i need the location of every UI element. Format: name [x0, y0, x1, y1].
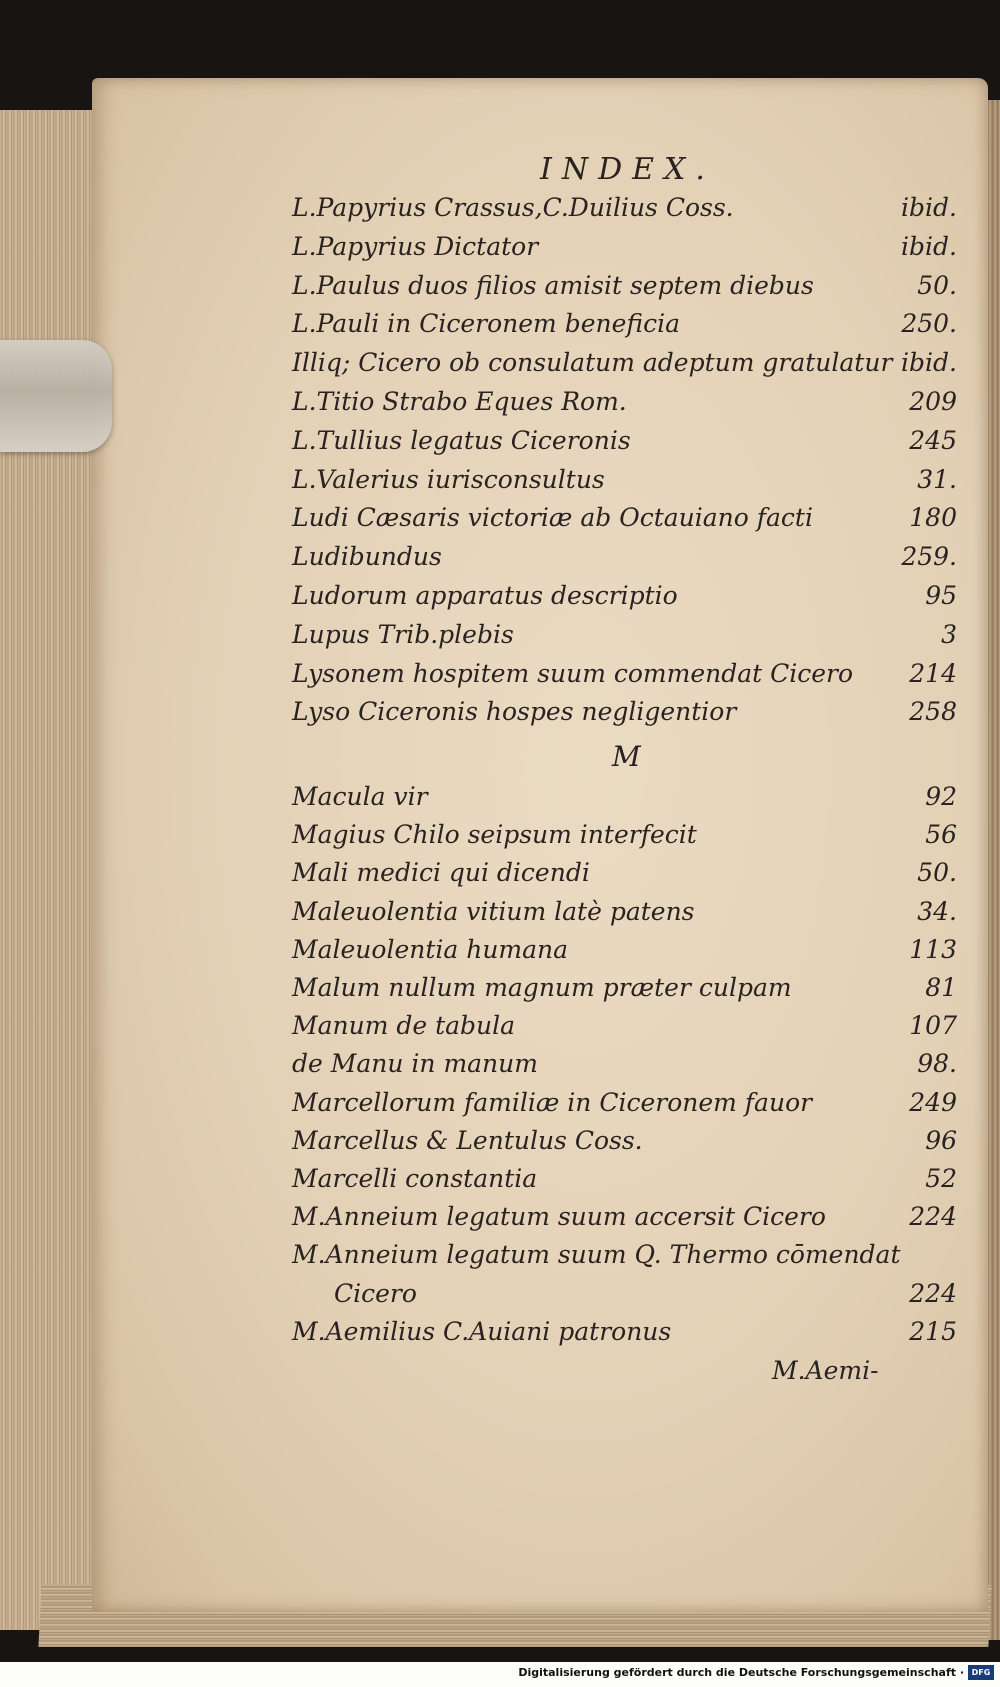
entry-page-ref: 249 — [909, 1087, 957, 1117]
entry-page-ref: 209 — [909, 387, 957, 416]
entry-page-ref: ibid. — [901, 348, 957, 378]
entry-page-ref: 92 — [925, 782, 957, 811]
entry-term: L.Papyrius Dictator — [292, 231, 539, 261]
entry-term: Lyso Ciceronis hospes negligentior — [292, 697, 737, 727]
index-entry — [292, 581, 957, 617]
index-entry — [292, 858, 957, 894]
entry-term: Maleuolentia vitium latè patens — [292, 896, 695, 926]
footer-credit: Digitalisierung gefördert durch die Deutsche Forschungsgemeinschaft · — [518, 1666, 964, 1679]
index-entry — [292, 1049, 957, 1085]
dfg-logo-icon: DFG — [968, 1665, 994, 1680]
entry-term: Ludibundus — [292, 542, 442, 572]
entry-page-ref: 258 — [909, 697, 957, 727]
index-entry — [292, 973, 957, 1009]
entry-term: Illiq; Cicero ob consulatum adeptum gratulatur — [292, 348, 893, 378]
entry-page-ref: 56 — [925, 820, 957, 850]
entry-page-ref: 180 — [909, 503, 957, 533]
index-entry — [292, 897, 957, 933]
entry-page-ref: 98. — [917, 1049, 957, 1079]
entry-page-ref: 31. — [917, 464, 957, 494]
index-entry — [292, 309, 957, 345]
entry-term: L.Titio Strabo Eques Rom. — [292, 387, 627, 416]
entry-term: Lysonem hospitem suum commendat Cicero — [292, 658, 854, 688]
section-letter: M — [612, 740, 641, 773]
entry-page-ref: 50. — [917, 270, 957, 300]
index-entry — [292, 1240, 957, 1276]
entry-page-ref: 224 — [909, 1278, 957, 1308]
index-entry — [292, 782, 957, 818]
entry-term: Marcelli constantia — [292, 1164, 538, 1193]
entry-page-ref: 107 — [909, 1011, 957, 1041]
index-entry — [292, 1088, 957, 1124]
entry-term: L.Paulus duos filios amisit septem diebus — [292, 270, 814, 300]
index-entry — [292, 935, 957, 971]
index-entry — [292, 1126, 957, 1162]
entry-term: Marcellus & Lentulus Coss. — [292, 1125, 643, 1155]
entry-page-ref: 245 — [909, 425, 957, 455]
entry-term: Manum de tabula — [292, 1011, 516, 1041]
entry-term: M.Anneium legatum suum Q. Thermo cōmendat — [292, 1240, 901, 1270]
entry-page-ref: 259. — [901, 542, 957, 572]
footer-bar — [0, 1662, 1000, 1687]
entry-page-ref: ibid. — [901, 193, 957, 222]
entry-term: Malum nullum magnum præter culpam — [292, 973, 792, 1002]
entry-page-ref: 224 — [909, 1202, 957, 1232]
entry-term: L.Tullius legatus Ciceronis — [292, 425, 631, 455]
entry-page-ref: 95 — [925, 581, 957, 610]
catchword: M.Aemi- — [772, 1356, 879, 1385]
entry-term: L.Papyrius Crassus,C.Duilius Coss. — [292, 193, 734, 222]
entry-page-ref: 81 — [925, 973, 957, 1002]
index-entry — [292, 387, 957, 423]
entry-term: Macula vir — [292, 782, 428, 811]
entry-term: Magius Chilo seipsum interfecit — [292, 820, 697, 850]
index-entry — [292, 232, 957, 268]
index-entry — [292, 620, 957, 656]
entry-term: M.Anneium legatum suum accersit Cicero — [292, 1202, 826, 1232]
entry-term: L.Valerius iurisconsultus — [292, 464, 605, 494]
entry-page-ref: 3 — [941, 619, 957, 649]
entry-page-ref: 250. — [901, 309, 957, 339]
index-entry — [292, 820, 957, 856]
index-entry — [292, 1202, 957, 1238]
page-stack-left — [0, 110, 92, 1630]
index-entry — [292, 1317, 957, 1353]
entry-term: Ludi Cæsaris victoriæ ab Octauiano facti — [292, 503, 813, 533]
entry-term: L.Pauli in Ciceronem beneficia — [292, 309, 680, 339]
entry-term: Cicero — [334, 1278, 417, 1308]
entry-term: Marcellorum familiæ in Ciceronem fauor — [292, 1087, 813, 1117]
entry-page-ref: 50. — [917, 858, 957, 888]
index-entry — [292, 1279, 957, 1315]
index-entry — [292, 465, 957, 501]
entry-page-ref: ibid. — [901, 231, 957, 261]
entry-term: Lupus Trib.plebis — [292, 619, 514, 649]
index-entry — [292, 659, 957, 695]
bookmark-strip — [0, 340, 112, 452]
entry-page-ref: 214 — [909, 658, 957, 688]
index-entry — [292, 348, 957, 384]
index-entry — [292, 426, 957, 462]
page-heading: INDEX. — [540, 152, 715, 187]
index-entry — [292, 1164, 957, 1200]
index-entry — [292, 1011, 957, 1047]
index-entry — [292, 542, 957, 578]
entry-term: M.Aemilius C.Auiani patronus — [292, 1316, 672, 1346]
entry-term: Ludorum apparatus descriptio — [292, 581, 678, 610]
index-entry — [292, 503, 957, 539]
entry-page-ref: 215 — [909, 1316, 957, 1346]
entry-page-ref: 96 — [925, 1125, 957, 1155]
entry-term: de Manu in manum — [292, 1049, 538, 1079]
index-entry — [292, 271, 957, 307]
entry-page-ref: 113 — [909, 934, 957, 964]
entry-page-ref: 34. — [917, 896, 957, 926]
entry-page-ref: 52 — [925, 1164, 957, 1193]
index-entry — [292, 697, 957, 733]
index-entry — [292, 193, 957, 229]
entry-term: Mali medici qui dicendi — [292, 858, 590, 888]
entry-term: Maleuolentia humana — [292, 934, 569, 964]
